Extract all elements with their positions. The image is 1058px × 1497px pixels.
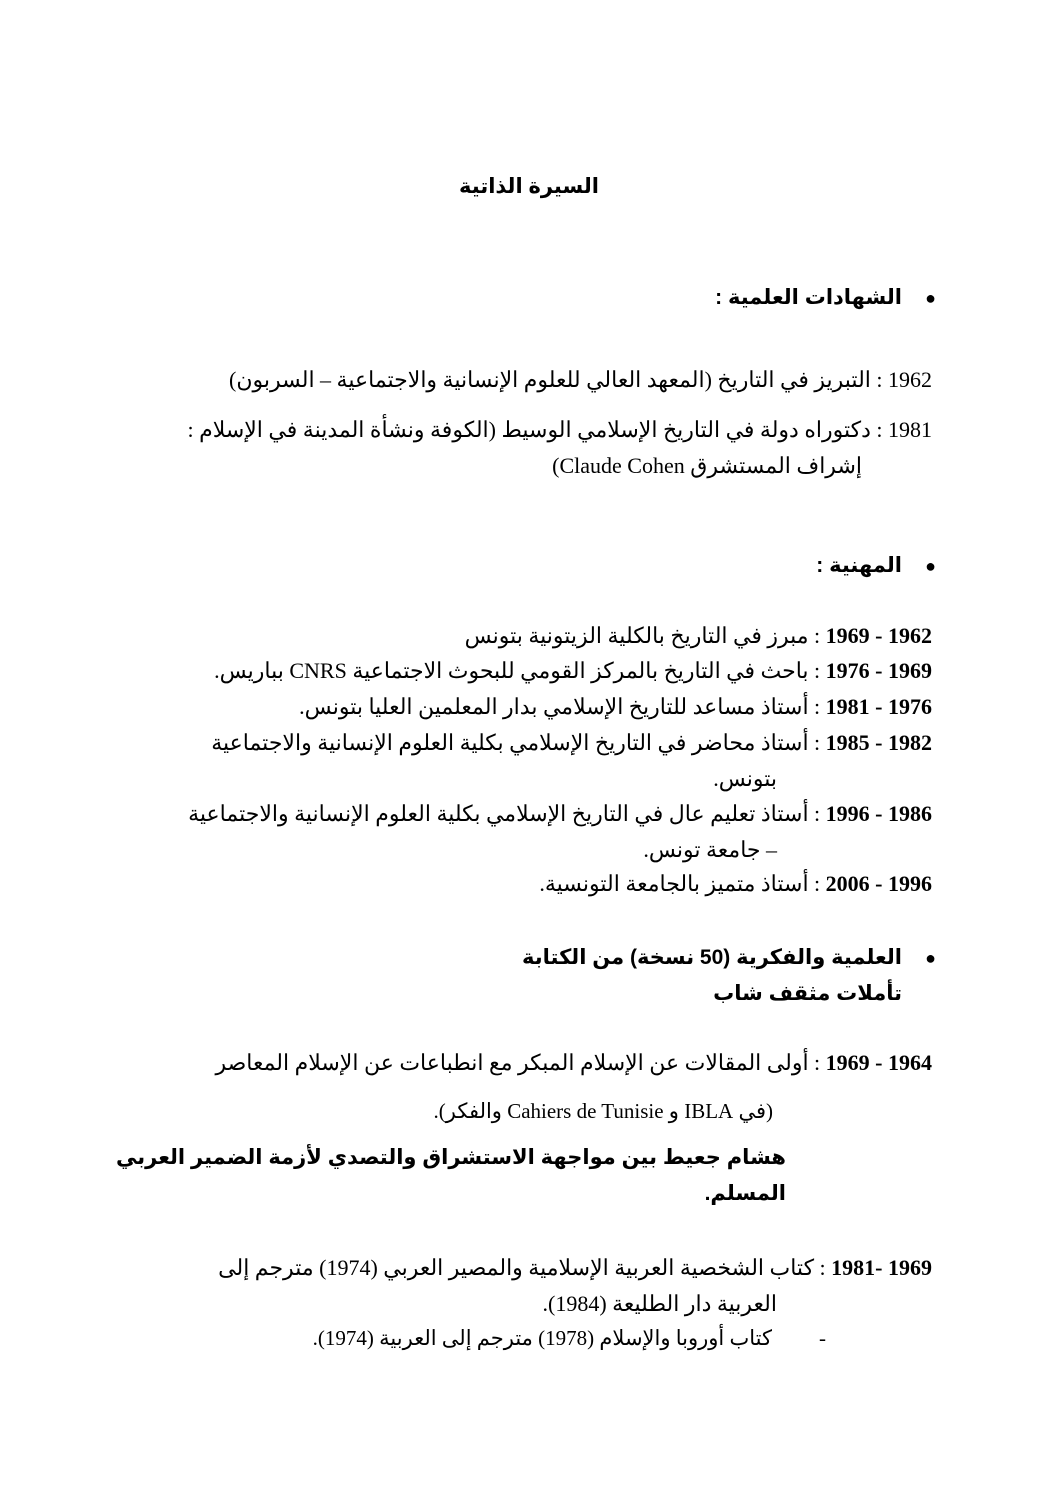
bullet-icon: ●: [925, 948, 936, 968]
sub-item-text: كتاب أوروبا والإسلام (1978) مترجم إلى العربية (1974).: [312, 1326, 772, 1350]
section-heading-career: [816, 548, 936, 584]
entry-year: 1981: [888, 417, 932, 442]
entry-year: 1962: [888, 367, 932, 392]
bold-paragraph: هشام جعيط بين مواجهة الاستشراق والتصدي لأزمة الضمير العربي المسلم.: [116, 1146, 786, 1205]
bullet-icon: ●: [925, 288, 936, 308]
entry-continuation: – جامعة تونس.: [643, 837, 777, 862]
entry-year: 1969 -1981: [831, 1255, 932, 1280]
heading-text: العلمية والفكرية (50 نسخة) من الكتابة: [522, 946, 902, 969]
entry-continuation: إشراف المستشرق Claude Cohen): [552, 453, 862, 478]
career-entry: [122, 618, 932, 654]
heading-subtitle: تأملات مثقف شاب: [713, 982, 902, 1005]
entry-year: 1986 - 1996: [825, 801, 932, 826]
entry-continuation: بتونس.: [713, 766, 777, 791]
entry-text: : أولى المقالات عن الإسلام المبكر مع انطباعات عن الإسلام المعاصر: [215, 1050, 821, 1075]
entry-text: : أستاذ مساعد للتاريخ الإسلامي بدار المعلمين العليا بتونس.: [299, 694, 821, 719]
career-entry: [122, 689, 932, 725]
entry-text: : أستاذ محاضر في التاريخ الإسلامي بكلية العلوم الإنسانية والاجتماعية: [211, 730, 821, 755]
entry-text: : دكتوراه دولة في التاريخ الإسلامي الوسيط (الكوفة ونشأة المدينة في الإسلام :: [187, 417, 883, 442]
entry-text: : أستاذ تعليم عال في التاريخ الإسلامي بكلية العلوم الإنسانية والاجتماعية: [188, 801, 821, 826]
entry-text: : كتاب الشخصية العربية الإسلامية والمصير العربي (1974) مترجم إلى: [218, 1255, 826, 1280]
writings-entry-continuation: (في IBLA و Cahiers de Tunisie والفكر).: [433, 1099, 773, 1123]
heading-text: المهنية :: [816, 554, 902, 577]
section-heading-writings: [522, 940, 936, 1012]
page-title: السيرة الذاتية: [459, 175, 599, 198]
entry-year: 1964 - 1969: [825, 1050, 932, 1075]
entry-year: 1969 - 1976: [825, 658, 932, 683]
degree-entry: [122, 362, 932, 398]
entry-text: : مبرز في التاريخ بالكلية الزيتونية بتونس: [464, 623, 821, 648]
career-entry: [122, 796, 932, 868]
section-heading-degrees: [715, 280, 936, 316]
career-entry: [122, 725, 932, 797]
writings-entry: [122, 1250, 932, 1322]
bullet-icon: ●: [925, 556, 936, 576]
entry-continuation: العربية دار الطليعة (1984).: [542, 1291, 777, 1316]
entry-text: : أستاذ متميز بالجامعة التونسية.: [539, 871, 821, 896]
career-entry: [122, 653, 932, 689]
entry-text: : باحث في التاريخ بالمركز القومي للبحوث الاجتماعية CNRS بباريس.: [214, 658, 821, 683]
sub-list-item: [312, 1320, 826, 1356]
degree-entry: [122, 412, 932, 484]
dash-marker: -: [819, 1326, 826, 1350]
entry-text: : التبريز في التاريخ (المعهد العالي للعلوم الإنسانية والاجتماعية – السربون): [229, 367, 883, 392]
writings-entry: [122, 1045, 932, 1081]
career-entry: [122, 866, 932, 902]
entry-year: 1996 - 2006: [825, 871, 932, 896]
heading-text: الشهادات العلمية :: [715, 286, 902, 309]
entry-year: 1976 - 1981: [825, 694, 932, 719]
entry-year: 1982 - 1985: [825, 730, 932, 755]
entry-year: 1962 - 1969: [825, 623, 932, 648]
